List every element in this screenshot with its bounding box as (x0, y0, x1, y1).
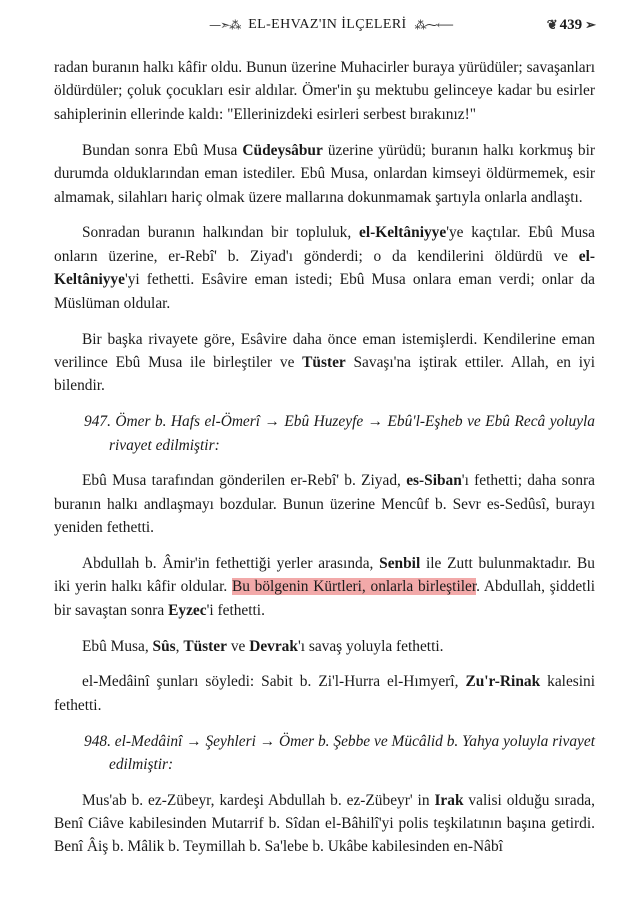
place-name: Senbil (379, 554, 421, 572)
page-ornament-right-icon: ➢ (585, 17, 595, 32)
hadith-citation: 948. el-Medâinî → Şeyhleri → Ömer b. Şebbe ve Mücâlid b. Yahya yoluyla rivayet edilmiştir: (84, 732, 595, 774)
page-number-block (547, 13, 595, 37)
page-ornament-left-icon: ❦ (546, 17, 557, 32)
place-name: Devrak (249, 637, 298, 655)
ornament-right-icon: ⁂⁓⟵ (414, 18, 453, 32)
highlighted-text[interactable]: Bu bölgenin Kürtleri, onlarla birleştiler (231, 578, 477, 596)
paragraph: Bir başka rivayete göre, Esâvire daha önce eman istemişlerdi. Kendilerine eman verilince Ebû Musa ile birleştiler ve Tüster Savaşı'na iştirak ettiler. Allah, en iyi bilendir. (54, 330, 595, 395)
place-name: el-Keltâniyye (359, 224, 447, 242)
paragraph: Sonradan buranın halkından bir topluluk, el-Keltâniyye'ye kaçtılar. Ebû Musa onların üzerine, er-Rebî' b. Ziyad'ı gönderdi; o da kendilerini öldürdü ve el-Keltâniyye'yi fethetti. Esâvire eman istedi; Ebû Musa onlara eman verdi; onlar da Müslüman oldular. (54, 224, 595, 312)
running-header (0, 13, 627, 37)
place-name: el-Keltâniyye (54, 247, 595, 289)
ornament-left-icon: —➣⁂ (209, 18, 241, 32)
place-name: Zu'r-Rinak (465, 673, 541, 691)
paragraph: el-Medâinî şunları söyledi: Sabit b. Zi'l-Hurra el-Hımyerî, Zu'r-Rinak kalesini fethetti. (54, 673, 596, 714)
place-name: Tüster (302, 353, 346, 371)
place-name: Sûs (152, 637, 176, 655)
place-name: Tüster (183, 637, 227, 655)
place-name: Irak (434, 791, 464, 809)
paragraph: Ebû Musa tarafından gönderilen er-Rebî' b. Ziyad, es-Siban'ı fethetti; daha sonra buranın halkı andlaşmayı bozdular. Bunun üzerine Mencûf b. Sevr es-Sedûsî, burayı yeniden fethetti. (54, 472, 595, 536)
body-text (54, 56, 595, 871)
place-name: Eyzec (168, 601, 207, 619)
place-name: es-Siban (406, 472, 462, 490)
paragraph: Bundan sonra Ebû Musa Cüdeysâbur üzerine yürüdü; buranın halkı korkmuş bir durumda olduklarından eman istediler. Ebû Musa, onlardan kimseyi öldürmemek, esir almamak, silahları hariç olmak üzere mallarına dokunmamak şartıyla onlarla andlaştı. (54, 141, 596, 206)
place-name: Cüdeysâbur (242, 141, 323, 159)
header-center (166, 13, 496, 37)
paragraph: Mus'ab b. ez-Zübeyr, kardeşi Abdullah b. ez-Zübeyr' in Irak valisi olduğu sırada, Benî Ciâve kabilesinden Mutarrif b. Sîdan el-Bâhilî'yi polis teşkilatının başına getirdi. Benî Âiş b. Mâlik b. Teymillah b. Sa'lebe b. Ukâbe kabilesinden en-Nâbî (54, 791, 595, 856)
hadith-citation: 947. Ömer b. Hafs el-Ömerî → Ebû Huzeyfe → Ebû'l-Eşheb ve Ebû Recâ yoluyla rivayet edilmiştir: (84, 413, 595, 454)
chapter-title: EL-EHVAZ'IN İLÇELERİ (248, 17, 407, 32)
paragraph: Ebû Musa, Sûs, Tüster ve Devrak'ı savaş yoluyla fethetti. (82, 637, 444, 655)
paragraph: Abdullah b. Âmir'in fethettiği yerler arasında, Senbil ile Zutt bulunmaktadır. Bu iki yerin halkı kâfir oldular. Bu bölgenin Kürtleri, onlarla birleştiler. Abdullah, şiddetli bir savaştan sonra Eyzec'i fethetti. (54, 554, 596, 619)
page-number: 439 (559, 16, 583, 33)
paragraph: radan buranın halkı kâfir oldu. Bunun üzerine Muhacirler buraya yürüdüler; savaşanları öldürdüler; çoluk çocukları esir aldılar. Ömer'in şu mektubu gelinceye kadar bu esirler sahiplerinin ellerinde kaldı: "Ellerinizdeki esirleri serbest bırakınız!" (54, 59, 595, 123)
